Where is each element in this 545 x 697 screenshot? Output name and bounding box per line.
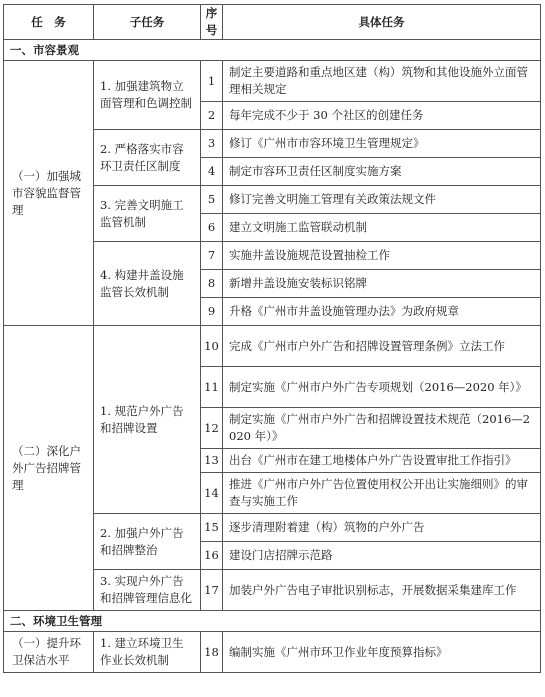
task-detail: 修订完善文明施工管理有关政策法规文件 xyxy=(223,186,541,214)
task-number: 12 xyxy=(201,408,223,449)
task-table xyxy=(3,4,541,673)
task-detail: 实施井盖设施规范设置抽检工作 xyxy=(223,242,541,270)
task-detail: 建设门店招牌示范路 xyxy=(223,542,541,570)
subtask-cell: 1. 加强建筑物立面管理和色调控制 xyxy=(94,61,201,130)
task-number: 8 xyxy=(201,270,223,298)
subtask-cell: 4. 构建井盖设施监管长效机制 xyxy=(94,242,201,326)
task-detail: 制定实施《广州市户外广告和招牌设置技术规范（2016—2020 年）》 xyxy=(223,408,541,449)
header-number: 序号 xyxy=(201,5,223,40)
task-number: 10 xyxy=(201,326,223,367)
task-detail: 建立文明施工监管联动机制 xyxy=(223,214,541,242)
task-number: 4 xyxy=(201,158,223,186)
subtask-cell: 2. 严格落实市容环卫责任区制度 xyxy=(94,130,201,186)
task-number: 2 xyxy=(201,102,223,130)
task-detail: 修订《广州市市容环境卫生管理规定》 xyxy=(223,130,541,158)
task-number: 7 xyxy=(201,242,223,270)
header-category: 任 务 xyxy=(4,5,94,40)
task-number: 16 xyxy=(201,542,223,570)
section-title: 二、环境卫生管理 xyxy=(4,611,541,632)
task-number: 9 xyxy=(201,298,223,326)
task-number: 1 xyxy=(201,61,223,102)
task-detail: 制定实施《广州市户外广告专项规划（2016—2020 年）》 xyxy=(223,367,541,408)
section-row xyxy=(4,611,541,632)
subtask-cell: 3. 完善文明施工监管机制 xyxy=(94,186,201,242)
task-detail: 编制实施《广州市环卫作业年度预算指标》 xyxy=(223,632,541,673)
task-number: 5 xyxy=(201,186,223,214)
table-row xyxy=(4,632,541,673)
task-number: 6 xyxy=(201,214,223,242)
subtask-cell: 1. 建立环境卫生作业长效机制 xyxy=(94,632,201,673)
task-detail: 制定市容环卫责任区制度实施方案 xyxy=(223,158,541,186)
subtask-cell: 1. 规范户外广告和招牌设置 xyxy=(94,326,201,514)
task-number: 15 xyxy=(201,514,223,542)
header-subtask: 子任务 xyxy=(94,5,201,40)
table-row xyxy=(4,326,541,367)
table-header-row xyxy=(4,5,541,40)
task-detail: 每年完成不少于 30 个社区的创建任务 xyxy=(223,102,541,130)
task-detail: 推进《广州市户外广告位置使用权公开出让实施细则》的审查与实施工作 xyxy=(223,473,541,514)
task-number: 18 xyxy=(201,632,223,673)
task-number: 11 xyxy=(201,367,223,408)
task-detail: 新增井盖设施安装标识铭牌 xyxy=(223,270,541,298)
category-cell: （二）深化户外广告招牌管理 xyxy=(4,326,94,611)
subtask-cell: 3. 实现户外广告和招牌管理信息化 xyxy=(94,570,201,611)
task-detail: 加装户外广告电子审批识别标志，开展数据采集建库工作 xyxy=(223,570,541,611)
task-number: 13 xyxy=(201,449,223,473)
header-detail: 具体任务 xyxy=(223,5,541,40)
task-number: 14 xyxy=(201,473,223,514)
task-detail: 制定主要道路和重点地区建（构）筑物和其他设施外立面管理相关规定 xyxy=(223,61,541,102)
section-row xyxy=(4,40,541,61)
category-cell: （一）加强城市容貌监督管理 xyxy=(4,61,94,326)
table-row xyxy=(4,61,541,102)
task-detail: 出台《广州市在建工地楼体户外广告设置审批工作指引》 xyxy=(223,449,541,473)
task-detail: 升格《广州市井盖设施管理办法》为政府规章 xyxy=(223,298,541,326)
task-number: 3 xyxy=(201,130,223,158)
category-cell: （一）提升环卫保洁水平 xyxy=(4,632,94,673)
subtask-cell: 2. 加强户外广告和招牌整治 xyxy=(94,514,201,570)
section-title: 一、市容景观 xyxy=(4,40,541,61)
task-number: 17 xyxy=(201,570,223,611)
task-detail: 逐步清理附着建（构）筑物的户外广告 xyxy=(223,514,541,542)
task-detail: 完成《广州市户外广告和招牌设置管理条例》立法工作 xyxy=(223,326,541,367)
